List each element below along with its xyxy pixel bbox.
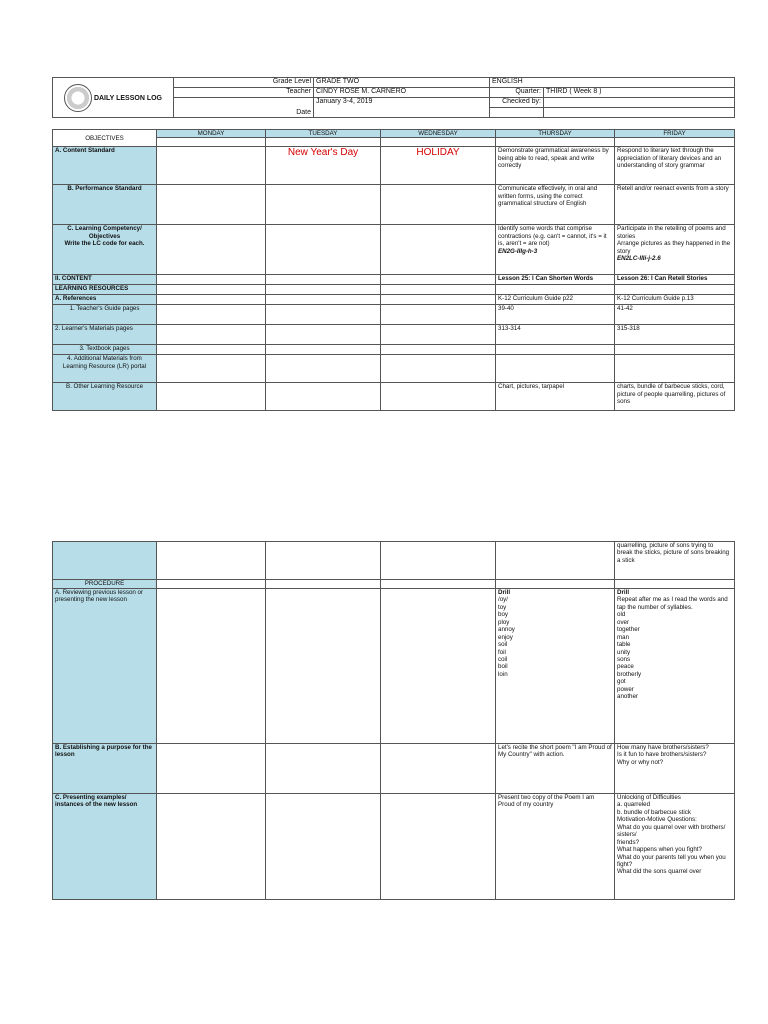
purpose-label: B. Establishing a purpose for the lesson (53, 744, 157, 794)
day-header: MONDAY (157, 130, 266, 138)
list-item: old (617, 611, 626, 619)
blank-cell (266, 295, 381, 305)
list-item: toy (498, 603, 507, 611)
day-header: THURSDAY (496, 130, 615, 138)
list-item: another (617, 693, 638, 701)
blank-cell (496, 285, 615, 295)
list-item: Drill (498, 589, 511, 596)
blank-cell (157, 185, 266, 225)
other-resources-fri: charts, bundle of barbecue sticks, cord, picture of people quarrelling, pictures of sons (615, 383, 735, 411)
blank-cell (496, 542, 615, 580)
blank-cell (544, 108, 735, 118)
checked-label: Checked by: (490, 98, 544, 108)
blank-cell (381, 580, 496, 589)
blank-cell (157, 295, 266, 305)
blank-cell (157, 580, 266, 589)
performance-standard-label: B. Performance Standard (53, 185, 157, 225)
text-line: quarrelling, picture of sons trying to (617, 542, 714, 549)
blank-cell (157, 542, 266, 580)
blank-cell (266, 794, 381, 900)
performance-standard-thu: Communicate effectively, in oral and written forms, using the correct grammatical structure of English (496, 185, 615, 225)
reviewing-thu (496, 589, 615, 744)
list-item: Motivation-Motive Questions: (617, 816, 697, 824)
blank-cell (266, 345, 381, 355)
blank-cell (615, 355, 735, 383)
blank-cell (157, 744, 266, 794)
procedure-label: PROCEDURE (53, 580, 157, 589)
blank-cell (381, 345, 496, 355)
lc-thu-text: Identify some words that comprise contractions (e.g. can't = cannot, it's = it is, aren't = are not) (498, 225, 607, 248)
blank-cell (266, 744, 381, 794)
list-item: table (617, 641, 631, 649)
reviewing-label: A. Reviewing previous lesson or presenting the new lesson (53, 589, 157, 744)
day-header: TUESDAY (266, 130, 381, 138)
blank-cell (266, 589, 381, 744)
blank-cell (157, 325, 266, 345)
logo-cell (53, 78, 174, 118)
content-label: II. CONTENT (53, 275, 157, 285)
blank-cell (615, 138, 735, 147)
list-item: power (617, 685, 634, 693)
blank-cell (381, 295, 496, 305)
quarter-label: Quarter: (490, 88, 544, 98)
blank-cell (266, 355, 381, 383)
date-label: Date (174, 98, 314, 118)
blank-cell (266, 580, 381, 589)
list-item: brotherly (617, 670, 642, 678)
blank-cell (381, 355, 496, 383)
list-item: Unlocking of Difficulties (617, 794, 681, 801)
list-item: b. bundle of barbecue stick (617, 808, 691, 816)
list-item: sons (617, 655, 631, 663)
teacher-label: Teacher (174, 88, 314, 98)
lesson-table-bottom (52, 541, 735, 900)
blank-cell (53, 542, 157, 580)
list-item: together (617, 626, 640, 634)
content-fri: Lesson 26: I Can Retell Stories (615, 275, 735, 285)
blank-cell (266, 138, 381, 147)
other-resources-thu: Chart, pictures, tarpapel (496, 383, 615, 411)
blank-cell (157, 285, 266, 295)
blank-cell (157, 275, 266, 285)
blank-cell (615, 345, 735, 355)
textbook-label: 3. Textbook pages (53, 345, 157, 355)
drill-intro: Repeat after me as I read the words and tap the number of syllables. (617, 596, 728, 611)
lc-fri-text-1: Participate in the retelling of poems and stories (617, 225, 726, 240)
performance-standard-fri: Retell and/or reenact events from a story (615, 185, 735, 225)
content-standard-label: A. Content Standard (53, 147, 157, 185)
list-item: What do your parents tell you when you fight? (617, 853, 726, 868)
day-header: FRIDAY (615, 130, 735, 138)
list-item: a. quarreled (617, 801, 651, 809)
content-standard-fri: Respond to literary text through the appreciation of literary devices and an understanding of story grammar (615, 147, 735, 185)
blank-cell (381, 325, 496, 345)
list-item: boy (498, 611, 508, 619)
blank-cell (266, 542, 381, 580)
header-table (52, 77, 735, 118)
teachers-guide-fri: 41-42 (615, 305, 735, 325)
blank-cell (157, 305, 266, 325)
blank-cell (496, 138, 615, 147)
list-item: ploy (498, 618, 510, 626)
checked-value (544, 98, 735, 108)
references-label: A. References (53, 295, 157, 305)
holiday-left-label: New Year's Day (266, 147, 381, 185)
lc-fri-text-2: Arrange pictures as they happened in the story (617, 240, 731, 255)
quarter-value: THIRD ( Week 8 ) (544, 88, 735, 98)
blank-cell (157, 794, 266, 900)
blank-cell (157, 355, 266, 383)
list-item: soil (498, 641, 508, 649)
blank-cell (266, 225, 381, 275)
blank-cell (615, 285, 735, 295)
blank-cell (381, 285, 496, 295)
purpose-thu: Let's recite the short poem "I am Proud of My Country" with action. (496, 744, 615, 794)
blank-cell (381, 589, 496, 744)
lc-title: C. Learning Competency/ Objectives (67, 225, 142, 240)
learners-materials-fri: 315-318 (615, 325, 735, 345)
references-fri: K-12 Curriculum Guide p.13 (615, 295, 735, 305)
list-item: foil (498, 648, 506, 656)
list-item: unity (617, 648, 631, 656)
blank-cell (157, 147, 266, 185)
subject-value: ENGLISH (490, 78, 735, 88)
list-item: boil (498, 663, 508, 671)
blank-cell (266, 325, 381, 345)
list-item: over (617, 618, 630, 626)
learning-competency-label (53, 225, 157, 275)
blank-cell (381, 542, 496, 580)
blank-cell (157, 138, 266, 147)
drill-title: Drill (617, 589, 630, 596)
blank-cell (266, 383, 381, 411)
blank-cell (381, 305, 496, 325)
lc-fri-code: EN2LC-IIIi-j-2.6 (617, 255, 661, 263)
list-item: What did the sons quarrel over (617, 868, 702, 876)
presenting-fri (615, 794, 735, 900)
blank-cell (496, 345, 615, 355)
presenting-thu: Present two copy of the Poem I am Proud of my country (496, 794, 615, 900)
presenting-label: C. Presenting examples/ instances of the new lesson (53, 794, 157, 900)
blank-cell (266, 185, 381, 225)
blank-cell (157, 383, 266, 411)
list-item: What happens when you fight? (617, 846, 702, 854)
list-item: enjoy (498, 633, 513, 641)
list-item: annoy (498, 626, 515, 634)
other-resources-fri-cont (615, 542, 735, 580)
grade-level-label: Grade Level (174, 78, 314, 88)
lc-thu-code: EN2G-IIIg-h-3 (498, 247, 538, 255)
list-item: /oy/ (498, 596, 508, 604)
blank-cell (157, 225, 266, 275)
date-value: January 3-4, 2019 (314, 98, 490, 118)
text-line: Why or why not? (617, 758, 664, 766)
reviewing-fri (615, 589, 735, 744)
lc-note: Write the LC code for each. (64, 240, 145, 248)
references-thu: K-12 Curriculum Guide p22 (496, 295, 615, 305)
blank-cell (496, 355, 615, 383)
learning-resources-label: LEARNING RESOURCES (53, 285, 157, 295)
blank-cell (266, 285, 381, 295)
lc-thu (496, 225, 615, 275)
teachers-guide-label: 1. Teacher's Guide pages (53, 305, 157, 325)
list-item: got (617, 678, 626, 686)
objectives-header: OBJECTIVES (53, 130, 157, 147)
lesson-table-top (52, 129, 735, 411)
blank-cell (266, 275, 381, 285)
learners-materials-thu: 313-314 (496, 325, 615, 345)
blank-cell (615, 580, 735, 589)
holiday-right-label: HOLIDAY (381, 147, 496, 185)
day-header: WEDNESDAY (381, 130, 496, 138)
purpose-fri (615, 744, 735, 794)
other-resources-label: B. Other Learning Resource (53, 383, 157, 411)
content-standard-thu: Demonstrate grammatical awareness by being able to read, speak and write correctly (496, 147, 615, 185)
list-item: coil (498, 655, 508, 663)
blank-cell (496, 580, 615, 589)
list-item: man (617, 633, 630, 641)
list-item: friends? (617, 838, 640, 846)
teachers-guide-thu: 39-40 (496, 305, 615, 325)
learners-materials-label: 2. Learner's Materials pages (53, 325, 157, 345)
list-item: What do you quarrel over with brothers/ sisters/ (617, 823, 726, 839)
grade-level-value: GRADE TWO (314, 78, 490, 88)
lc-fri (615, 225, 735, 275)
blank-cell (266, 305, 381, 325)
list-item: peace (617, 663, 634, 671)
teacher-value: CINDY ROSE M. CARNERO (314, 88, 490, 98)
list-item: loin (498, 670, 508, 678)
doc-title: DAILY LESSON LOG (93, 94, 163, 102)
blank-cell (381, 138, 496, 147)
blank-cell (381, 185, 496, 225)
content-thu: Lesson 25: I Can Shorten Words (496, 275, 615, 285)
blank-cell (157, 589, 266, 744)
blank-cell (381, 275, 496, 285)
blank-cell (381, 794, 496, 900)
blank-cell (381, 383, 496, 411)
text-line: How many have brothers/sisters? (617, 744, 709, 751)
blank-cell (381, 225, 496, 275)
blank-cell (157, 345, 266, 355)
text-line: break the sticks, picture of sons breaking a stick (617, 549, 730, 564)
deped-seal-icon (64, 84, 92, 112)
blank-cell (490, 108, 544, 118)
blank-cell (381, 744, 496, 794)
text-line: Is it fun to have brothers/sisters? (617, 751, 707, 759)
additional-materials-label: 4. Additional Materials from Learning Resource (LR) portal (53, 355, 157, 383)
